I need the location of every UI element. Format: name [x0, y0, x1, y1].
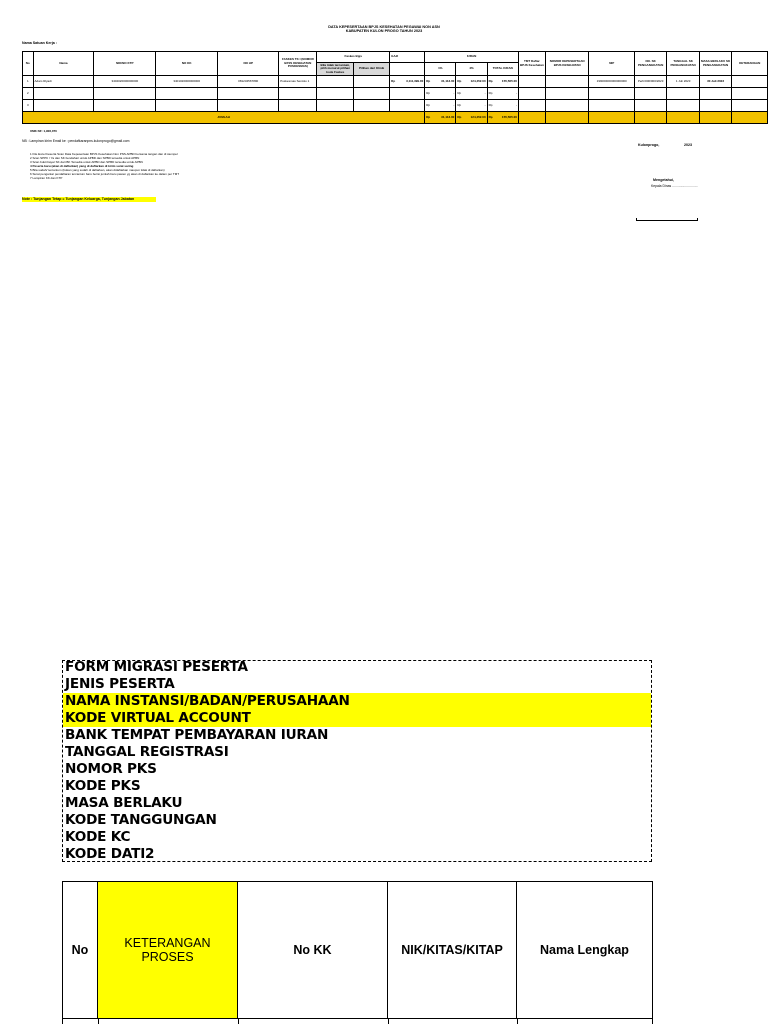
th2-nama-lengkap: Nama Lengkap: [517, 882, 653, 1019]
title-line-1: DATA KEPESERTAAN BPJS KESEHATAN PEGAWAI NON ASN: [328, 25, 440, 29]
th2-no: No: [63, 882, 98, 1019]
th-faskes1: FASKES TK I (NOMOR BPJS KESEHATAN PUSKESMAS): [279, 52, 317, 76]
form-line-nomor-pks: NOMOR PKS: [65, 761, 157, 777]
form-line-kode-pks: KODE PKS: [65, 778, 141, 794]
th-pct4: 4%: [456, 63, 487, 76]
table-row: [62, 1019, 653, 1024]
th-tmt: TMT Daftar BPJS Kesehatan: [518, 52, 545, 76]
th-nomor-kep: NOMOR KEPESERTAAN BPJS KESEHATAN: [545, 52, 589, 76]
th-faskes-group: Faskes Bpjs: [317, 52, 390, 63]
sign-year: 2023: [684, 143, 692, 147]
sign-place: Kulonprogo,: [638, 143, 660, 147]
th-sk: NO. SK PENGANGKATAN: [634, 52, 666, 76]
participant-table: [22, 51, 768, 124]
form-line-kode-va: KODE VIRTUAL ACCOUNT: [63, 710, 651, 727]
table-row: 1 Adam Riyadi 3402020000000000 3401020000000000 081234567890 Puskesmas Sentolo 1 Rp 3,111,399.00 Rp 31,113.00 Rp 124,452.00 Rp 155,565.00 199000000000000000 Perb/000/000/2023 1 Juli 2023 30 Juli 2023: [23, 76, 768, 88]
form-line-kode-dati2: KODE DATI2: [65, 846, 155, 862]
list-item: 4 Peserta baru (akan di daftarkan) yang di daftarkan di kirim surat saring: [30, 164, 134, 168]
form-line-kode-tanggungan: KODE TANGGUNGAN: [65, 812, 217, 828]
sign-title: Kepala Dinas ...........................: [651, 184, 698, 188]
list-item: 3 Scan bukti bayar SK dari BK Tersedia untuk APBD dan SPBD tersedia untuk APBN: [30, 160, 143, 164]
list-item: 7 Lampiran KK dan KTP: [30, 176, 63, 180]
title-line-2: KABUPATEN KULON PROGO TAHUN 2023: [345, 29, 423, 34]
th-masa: MASA BERLAKU SK PENGANGKATAN: [699, 52, 731, 76]
th-faskes-a: Bila tidak tercantum, pilih menurut pilihan kode Faskes: [317, 63, 354, 76]
migration-form: [62, 660, 652, 862]
note-highlight: Note : Tunjangan Tetap = Tunjangan Keluarga, Tunjangan Jabatan: [22, 197, 156, 202]
total-row: JUMLAH Rp 31,113.00 Rp 124,452.00 Rp 155,565.00: [23, 112, 768, 124]
form-line-nama-instansi: NAMA INSTANSI/BADAN/PERUSAHAAN: [63, 693, 651, 710]
sign-role: Mengetahui,: [653, 178, 674, 182]
unit-label: Nama Satuan Kerja :: [22, 41, 57, 45]
notes-list: [30, 152, 179, 180]
th2-no-kk: No KK: [238, 882, 388, 1019]
th-iuran: IURAN: [425, 52, 519, 63]
th-faskes-b: Pilihan dari Klinik: [354, 63, 390, 76]
form-line-tanggal-registrasi: TANGGAL REGISTRASI: [65, 744, 229, 760]
document-title: [0, 25, 768, 34]
list-item: 6 Surat pengantar pendaftaran tercantum baru berisi jumlah baru pasien yg akan di daftarkan ke dalam per TMT: [30, 172, 180, 176]
form-line-title: FORM MIGRASI PESERTA: [65, 659, 248, 675]
table-row: 3 Rp - Rp - Rp -: [23, 100, 768, 112]
form-line-masa-berlaku: MASA BERLAKU: [65, 795, 183, 811]
list-item: 2 Scan SPPK / Ya dan SK bendahari untuk APBD dan SPBD tersedia untuk APBN: [30, 156, 140, 160]
member-table-header: [62, 881, 653, 1019]
umk-note: UMK NF: 1,906,070: [30, 129, 57, 133]
th-total: TOTAL IURAN: [487, 63, 518, 76]
th-kk: NO KK: [156, 52, 218, 76]
list-item: 1 File Excel beserta Scan Data Kepesertaan BPJS Kesehatan Non PNS APBD bersama tangan dan di stempel: [30, 152, 178, 156]
th-nik: NIK/NO KTP: [94, 52, 156, 76]
table-row: 2 Rp - Rp - Rp -: [23, 88, 768, 100]
th2-nik: NIK/KITAS/KITAP: [388, 882, 517, 1019]
th-gaji: GAJI: [390, 52, 425, 63]
form-line-kode-kc: KODE KC: [65, 829, 131, 845]
list-item: 5 Bila sudah/ tercantum (bukan yang sudah di daftarkan, akan didaftarkan maupun tidak di daftarkan): [30, 168, 165, 172]
form-line-bank: BANK TEMPAT PEMBAYARAN IURAN: [65, 727, 329, 743]
th-nip: NIP: [589, 52, 634, 76]
th-nama: Nama: [33, 52, 94, 76]
signature-line: [636, 218, 698, 221]
form-line-jenis-peserta: JENIS PESERTA: [65, 676, 175, 692]
nb-note: NB : Lampiran kirim Email ke : pendafkaranpns.kulonprogo@gmail.com: [22, 139, 130, 143]
th2-keterangan-proses: KETERANGAN PROSES: [98, 882, 238, 1019]
th-pct1: 1%: [425, 63, 456, 76]
th-ket: KETERANGAN: [732, 52, 768, 76]
th-no: No: [23, 52, 34, 76]
th-tgl-sk: TANGGAL SK PENGANGKATAN: [667, 52, 699, 76]
th-hp: NO HP: [218, 52, 279, 76]
